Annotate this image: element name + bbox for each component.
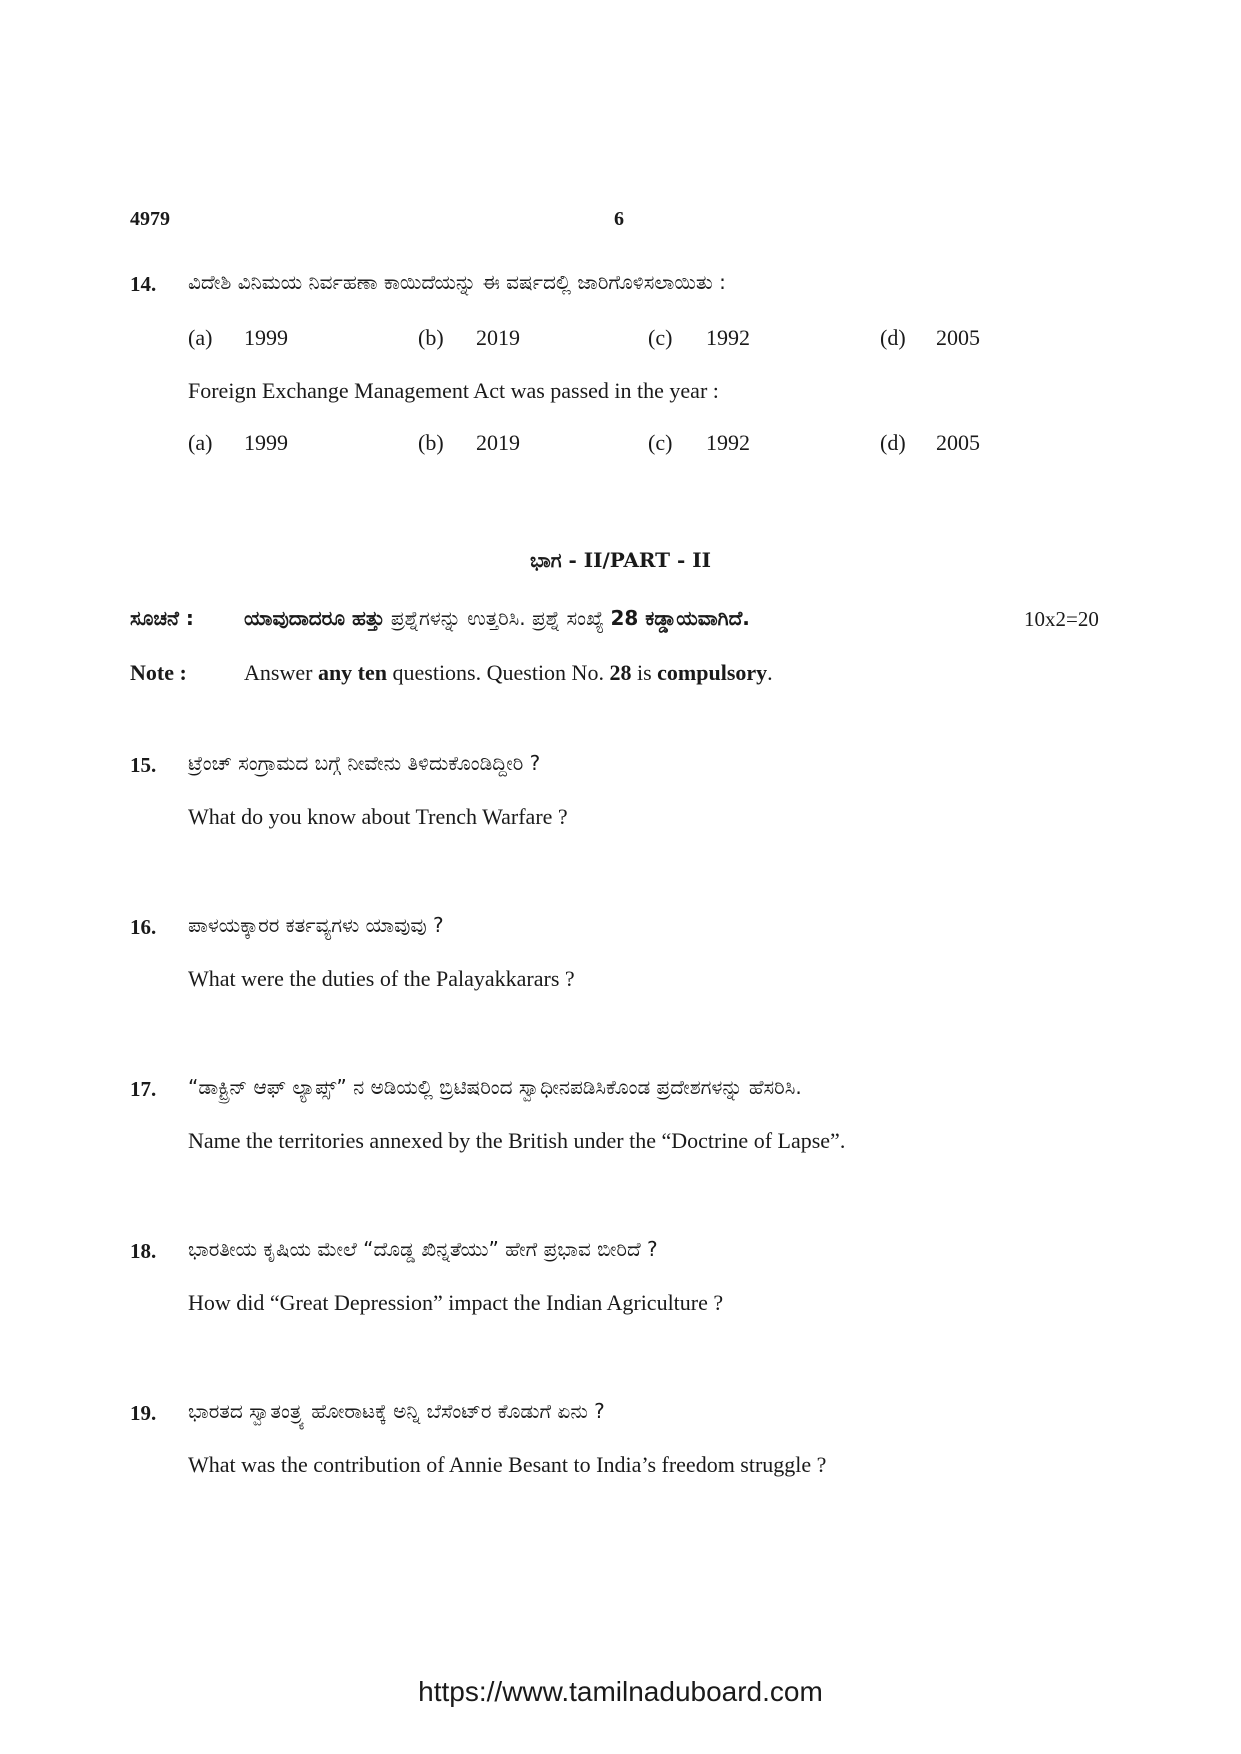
- instruction-text-kannada: [244, 606, 750, 630]
- option-label: (c): [648, 430, 673, 455]
- question-number: 17.: [130, 1077, 157, 1101]
- instruction-emphasis: 28 ಕಡ್ಡಾಯವಾಗಿದೆ.: [610, 606, 750, 630]
- option-value: 1992: [706, 325, 750, 350]
- option-label: (d): [880, 430, 906, 455]
- note-part: .: [767, 660, 773, 685]
- note-part: questions. Question No.: [387, 660, 610, 685]
- note-label: Note :: [130, 660, 187, 685]
- question-text-kannada: ಭಾರತೀಯ ಕೃಷಿಯ ಮೇಲೆ “ದೊಡ್ಡ ಖಿನ್ನತೆಯು” ಹೇಗೆ ಪ್ರಭಾವ ಬೀರಿದೆ ?: [188, 1237, 658, 1261]
- question-text-english: How did “Great Depression” impact the Indian Agriculture ?: [188, 1290, 724, 1315]
- question-text-english: Foreign Exchange Management Act was passed in the year :: [188, 378, 719, 403]
- question-text-english: What were the duties of the Palayakkarars ?: [188, 966, 575, 991]
- note-part: is: [631, 660, 658, 685]
- question-number: 18.: [130, 1239, 157, 1263]
- option-value: 1999: [244, 430, 288, 455]
- question-number: 15.: [130, 753, 157, 777]
- question-text-english: Name the territories annexed by the British under the “Doctrine of Lapse”.: [188, 1128, 846, 1153]
- option-label: (a): [188, 430, 213, 455]
- part-heading: ಭಾಗ - II/PART - II: [530, 548, 711, 572]
- question-number: 14.: [130, 272, 157, 296]
- note-emphasis: any ten: [317, 660, 387, 685]
- question-text-english: What do you know about Trench Warfare ?: [188, 804, 568, 829]
- question-text-kannada: ವಿದೇಶಿ ವಿನಿಮಯ ನಿರ್ವಹಣಾ ಕಾಯಿದೆಯನ್ನು ಈ ವರ್ಷದಲ್ಲಿ ಜಾರಿಗೊಳಿಸಲಾಯಿತು :: [188, 270, 726, 294]
- instruction-emphasis: ಯಾವುದಾದರೂ ಹತ್ತು: [244, 606, 385, 630]
- page-number: 6: [614, 208, 624, 230]
- option-value: 1999: [244, 325, 288, 350]
- paper-code: 4979: [130, 208, 170, 230]
- option-value: 2019: [476, 325, 520, 350]
- question-text-english: What was the contribution of Annie Besant to India’s freedom struggle ?: [188, 1452, 827, 1477]
- option-label: (c): [648, 325, 673, 350]
- option-label: (b): [418, 325, 444, 350]
- instruction-label-kannada: ಸೂಚನೆ :: [130, 606, 194, 630]
- footer-url-link[interactable]: https://www.tamilnaduboard.com: [418, 1676, 823, 1707]
- note-part: Answer: [244, 660, 318, 685]
- option-label: (a): [188, 325, 213, 350]
- option-label: (b): [418, 430, 444, 455]
- note-emphasis: compulsory: [657, 660, 768, 685]
- option-label: (d): [880, 325, 906, 350]
- question-number: 19.: [130, 1401, 157, 1425]
- option-value: 2005: [936, 430, 980, 455]
- question-text-kannada: “ಡಾಕ್ಟ್ರಿನ್ ಆಫ್ ಲ್ಯಾಪ್ಸ್” ನ ಅಡಿಯಲ್ಲಿ ಬ್ರಿಟಿಷರಿಂದ ಸ್ವಾಧೀನಪಡಿಸಿಕೊಂಡ ಪ್ರದೇಶಗಳನ್ನು ಹೆಸರಿಸಿ.: [188, 1075, 802, 1099]
- question-text-kannada: ಪಾಳಯಕ್ಕಾರರ ಕರ್ತವ್ಯಗಳು ಯಾವುವು ?: [188, 913, 444, 937]
- question-text-kannada: ಭಾರತದ ಸ್ವಾತಂತ್ರ್ಯ ಹೋರಾಟಕ್ಕೆ ಅನ್ನಿ ಬೆಸೆಂಟ್‌ರ ಕೊಡುಗೆ ಏನು ?: [188, 1399, 605, 1423]
- option-value: 2005: [936, 325, 980, 350]
- question-number: 16.: [130, 915, 157, 939]
- note-emphasis: 28: [609, 660, 632, 685]
- question-text-kannada: ಟ್ರೆಂಚ್ ಸಂಗ್ರಾಮದ ಬಗ್ಗೆ ನೀವೇನು ತಿಳಿದುಕೊಂಡಿದ್ದೀರಿ ?: [188, 751, 541, 775]
- marks-allocation: 10x2=20: [1024, 607, 1099, 631]
- instruction-part: ಪ್ರಶ್ನೆಗಳನ್ನು ಉತ್ತರಿಸಿ. ಪ್ರಶ್ನೆ ಸಂಖ್ಯೆ: [384, 606, 611, 630]
- note-text: [244, 660, 773, 686]
- option-value: 2019: [476, 430, 520, 455]
- option-value: 1992: [706, 430, 750, 455]
